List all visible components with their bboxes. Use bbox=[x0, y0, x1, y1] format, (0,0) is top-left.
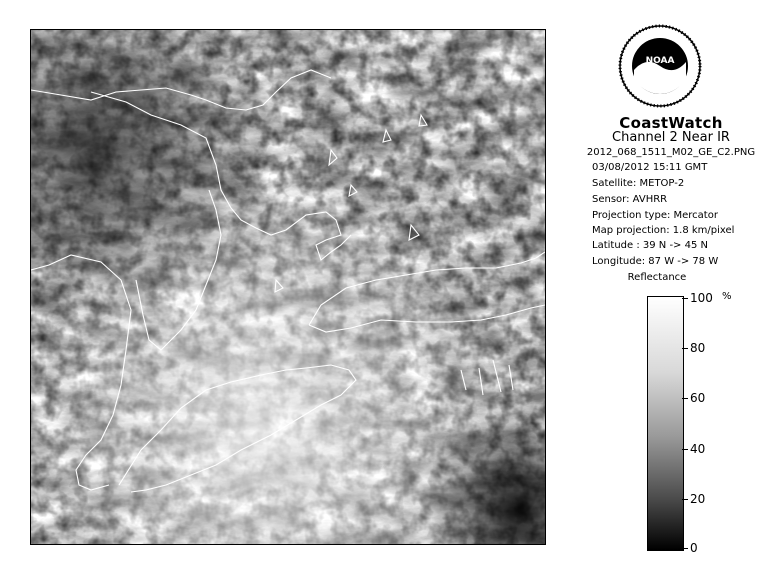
date-time-label: 03/08/2012 15:11 GMT bbox=[592, 162, 708, 173]
colorbar bbox=[647, 296, 684, 551]
colorbar-tick bbox=[682, 499, 688, 500]
brand-title: CoastWatch bbox=[619, 114, 723, 132]
svg-text:NOAA: NOAA bbox=[645, 56, 675, 66]
latitude-label: Latitude : 39 N -> 45 N bbox=[592, 240, 708, 251]
satellite-label: Satellite: METOP-2 bbox=[592, 178, 685, 189]
colorbar-title: Reflectance bbox=[627, 272, 687, 283]
colorbar-tick bbox=[682, 548, 688, 549]
projection-type-label: Projection type: Mercator bbox=[592, 210, 718, 221]
colorbar-unit: % bbox=[722, 291, 732, 302]
sensor-label: Sensor: AVHRR bbox=[592, 194, 668, 205]
satellite-image bbox=[30, 29, 546, 545]
satellite-image-canvas bbox=[31, 30, 545, 544]
colorbar-tick-label: 60 bbox=[690, 391, 706, 405]
colorbar-tick-label: 100 bbox=[690, 291, 713, 305]
colorbar-tick-label: 80 bbox=[690, 341, 706, 355]
colorbar-tick-label: 0 bbox=[690, 541, 698, 555]
noaa-logo bbox=[618, 24, 702, 108]
channel-label: Channel 2 Near IR bbox=[612, 130, 730, 145]
longitude-label: Longitude: 87 W -> 78 W bbox=[592, 256, 719, 267]
colorbar-tick bbox=[682, 298, 688, 299]
filename-label: 2012_068_1511_M02_GE_C2.PNG bbox=[586, 147, 756, 158]
colorbar-tick bbox=[682, 449, 688, 450]
colorbar-tick-label: 40 bbox=[690, 442, 706, 456]
colorbar-tick bbox=[682, 398, 688, 399]
colorbar-tick bbox=[682, 348, 688, 349]
map-projection-label: Map projection: 1.8 km/pixel bbox=[592, 225, 735, 236]
colorbar-tick-label: 20 bbox=[690, 492, 706, 506]
